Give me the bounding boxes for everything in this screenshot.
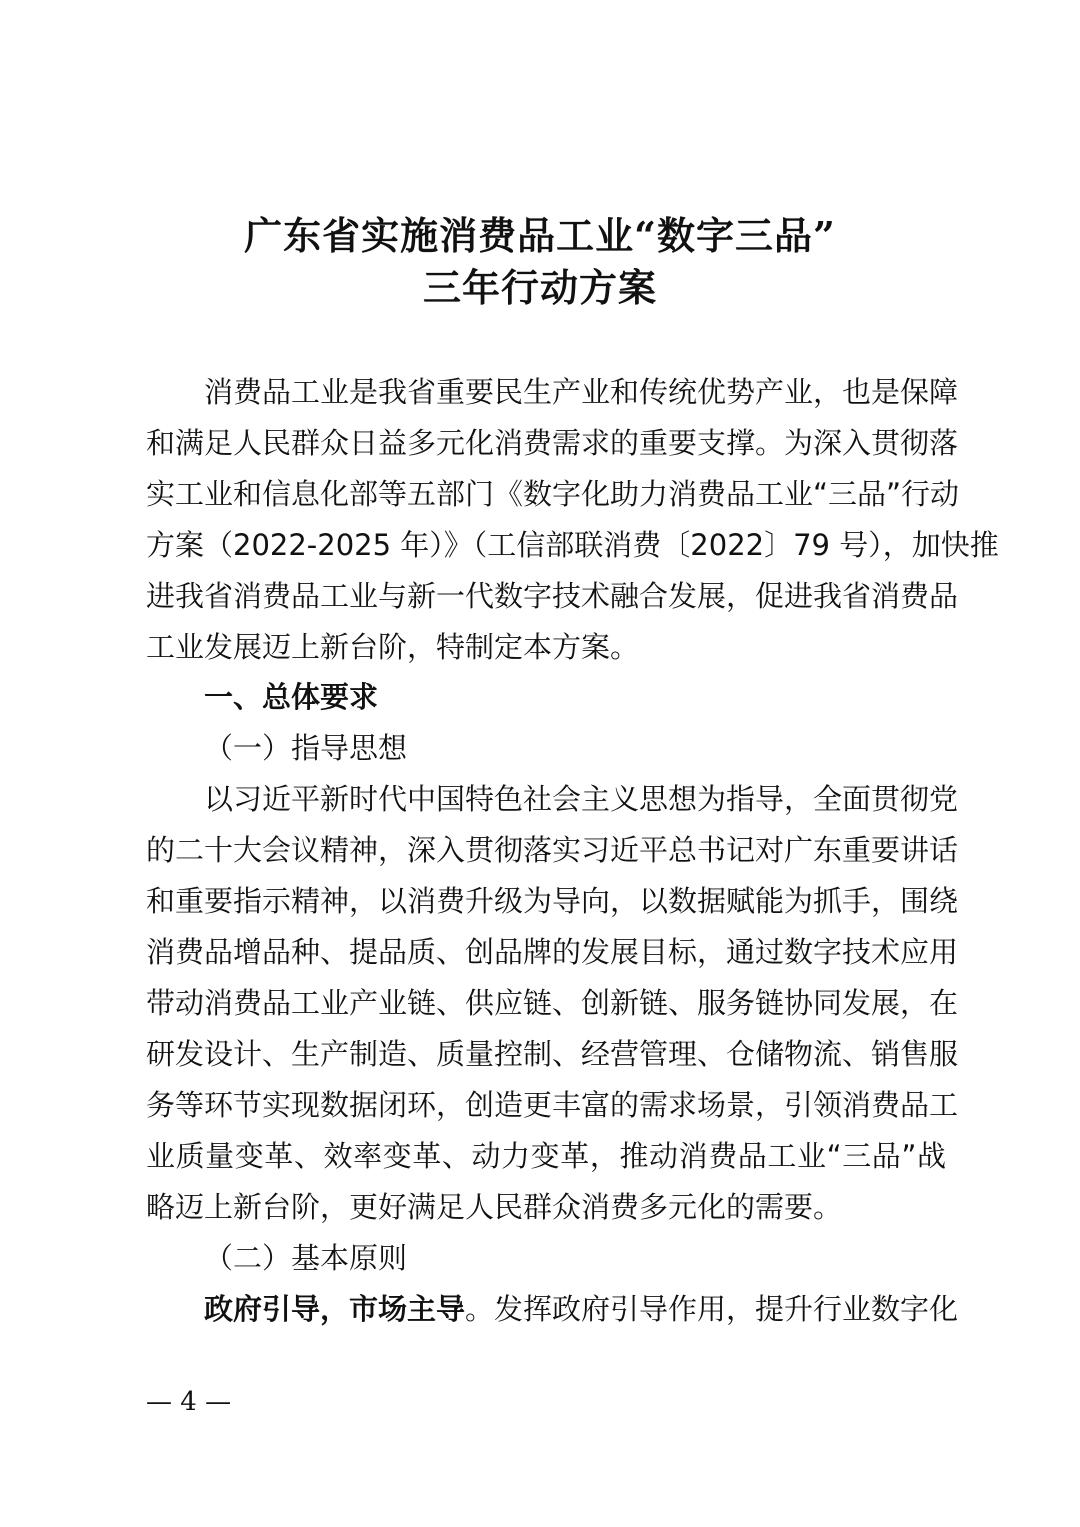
intro-line: 工业发展迈上新台阶，特制定本方案。 <box>146 630 640 664</box>
page-number: — 4 — <box>146 1387 232 1417</box>
intro-line: 和满足人民群众日益多元化消费需求的重要支撑。为深入贯彻落 <box>146 426 959 460</box>
guiding-line: 带动消费品工业产业链、供应链、创新链、服务链协同发展，在 <box>146 986 959 1020</box>
guiding-line: 的二十大会议精神，深入贯彻落实习近平总书记对广东重要讲话 <box>146 833 959 867</box>
principle-title: 政府引导，市场主导 <box>204 1292 466 1326</box>
guiding-line: 消费品增品种、提品质、创品牌的发展目标，通过数字技术应用 <box>146 935 959 969</box>
intro-line: 进我省消费品工业与新一代数字技术融合发展，促进我省消费品 <box>146 579 959 613</box>
guiding-line: 以习近平新时代中国特色社会主义思想为指导，全面贯彻党 <box>204 782 959 816</box>
document-title-line-2: 三年行动方案 <box>422 265 657 310</box>
guiding-line: 业质量变革、效率变革、动力变革，推动消费品工业“三品”战 <box>146 1139 946 1173</box>
guiding-line: 和重要指示精神，以消费升级为导向，以数据赋能为抓手，围绕 <box>146 884 959 918</box>
section-heading: 一、总体要求 <box>204 680 379 714</box>
subsection-heading: （二）基本原则 <box>204 1241 408 1275</box>
guiding-line: 略迈上新台阶，更好满足人民群众消费多元化的需要。 <box>146 1190 843 1224</box>
principle-text: 。发挥政府引导作用，提升行业数字化 <box>465 1292 959 1326</box>
principle-paragraph-line <box>204 1289 958 1329</box>
intro-line: 消费品工业是我省重要民生产业和传统优势产业，也是保障 <box>204 375 959 409</box>
guiding-line: 研发设计、生产制造、质量控制、经营管理、仓储物流、销售服 <box>146 1037 959 1071</box>
subsection-heading: （一）指导思想 <box>204 731 408 765</box>
intro-line: 方案（2022-2025 年）》（工信部联消费〔2022〕79 号），加快推 <box>146 528 999 562</box>
document-title-line-1: 广东省实施消费品工业“数字三品” <box>244 213 836 258</box>
guiding-line: 务等环节实现数据闭环，创造更丰富的需求场景，引领消费品工 <box>146 1088 959 1122</box>
intro-line: 实工业和信息化部等五部门《数字化助力消费品工业“三品”行动 <box>146 477 960 511</box>
